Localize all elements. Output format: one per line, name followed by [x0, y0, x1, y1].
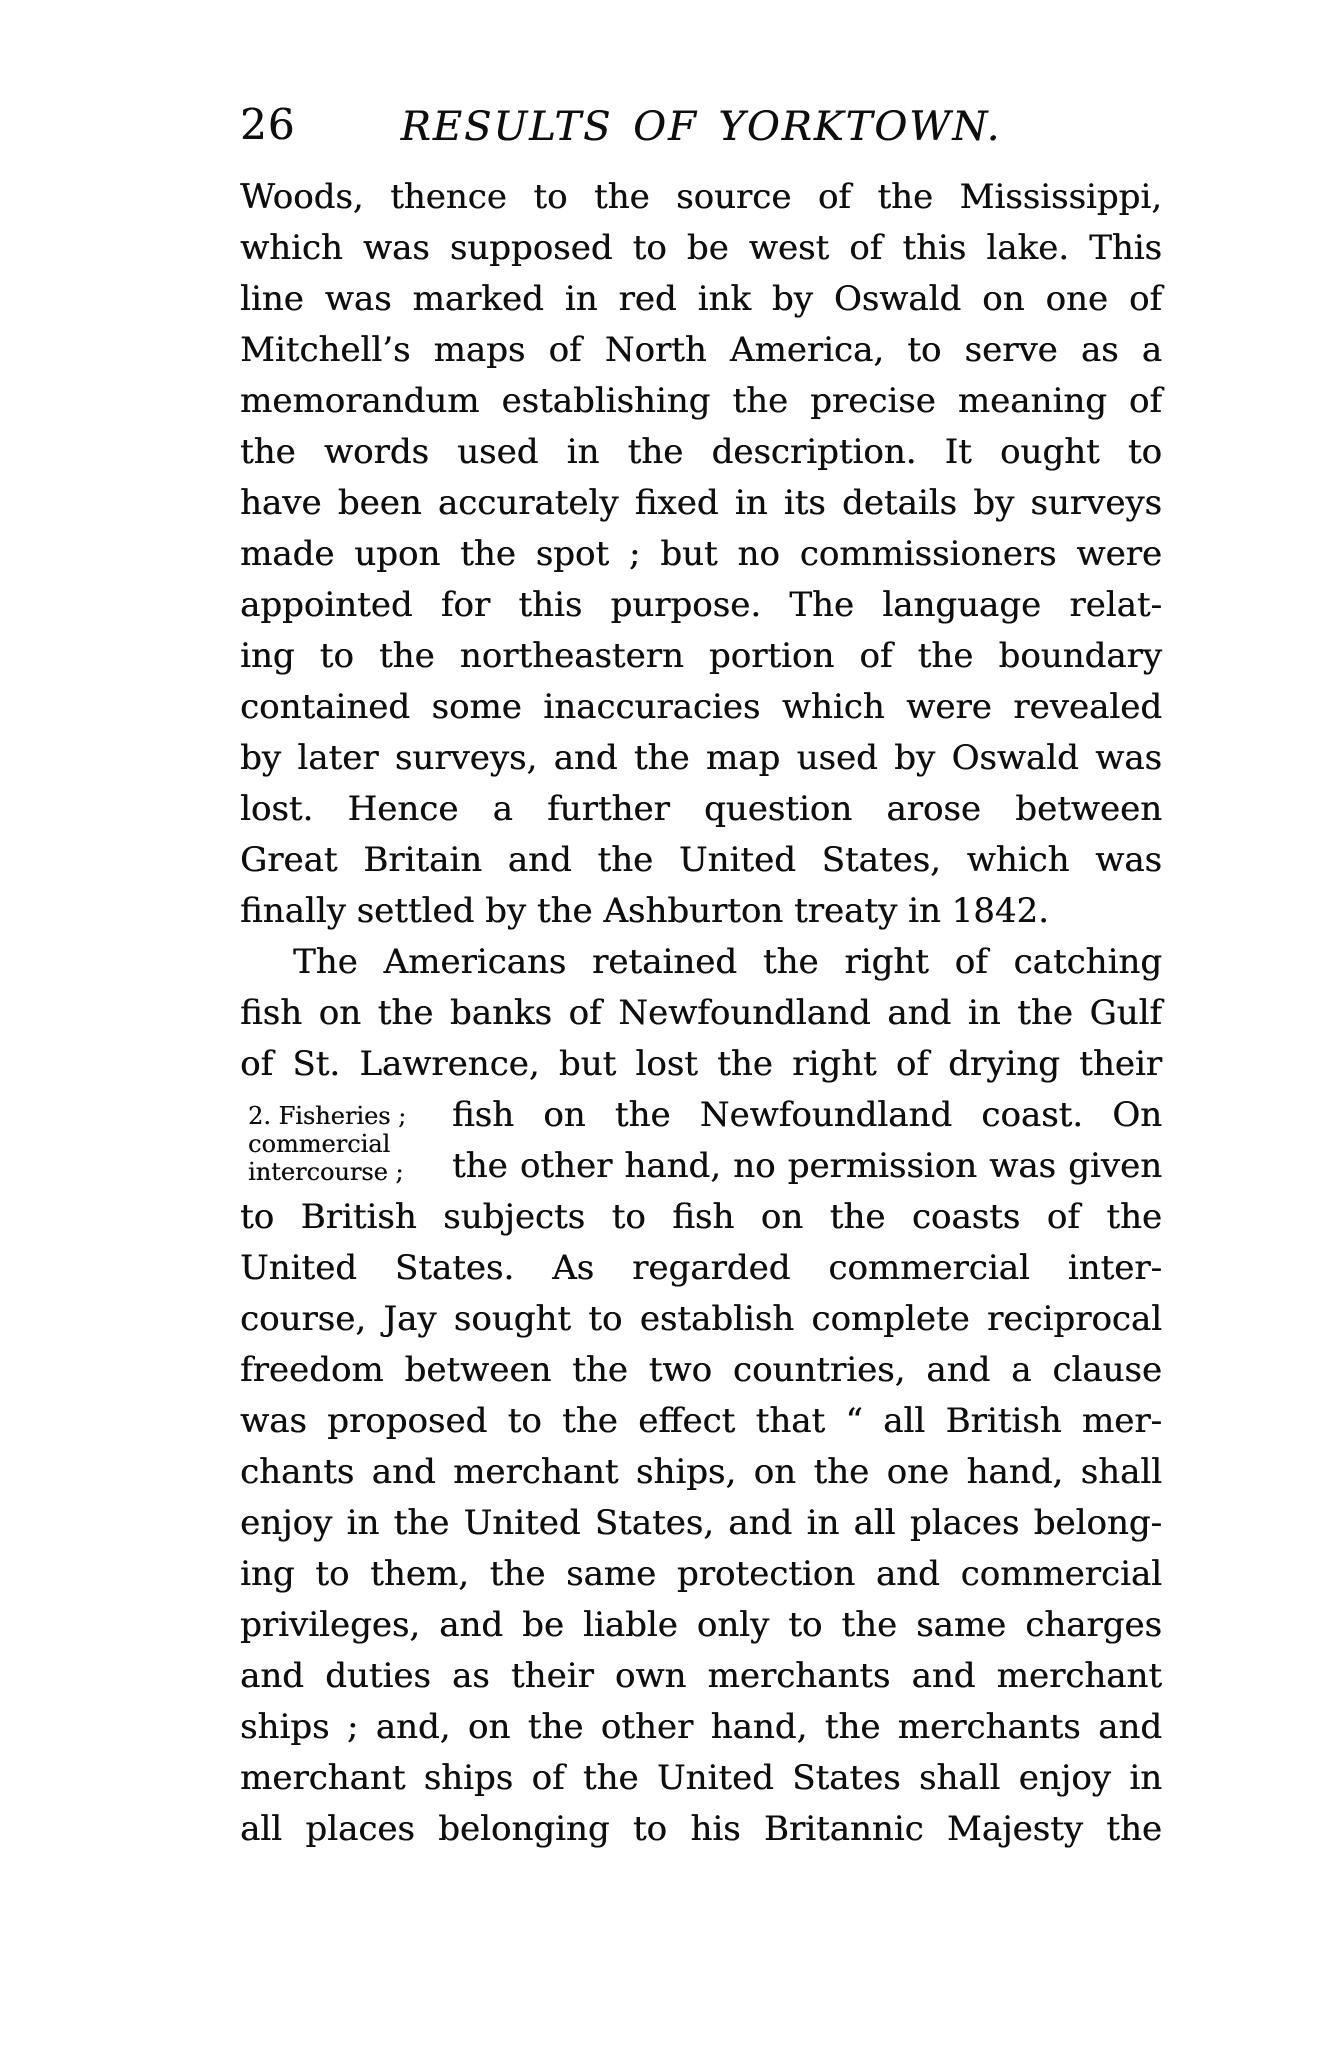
sidenote-line: commercial [248, 1130, 391, 1158]
text-line: all places belonging to his Britannic Majesty the [240, 1809, 1162, 1849]
text-line: by later surveys, and the map used by Oswald was [240, 738, 1162, 778]
text-line: which was supposed to be west of this lake. This [240, 228, 1162, 268]
text-line-paragraph-start: The Americans retained the right of catching [293, 942, 1162, 982]
page-number: 26 [240, 100, 296, 149]
text-line: Woods, thence to the source of the Mississippi, [240, 177, 1162, 217]
text-line: fish on the banks of Newfoundland and in the Gulf [240, 993, 1162, 1033]
marginal-sidenote [248, 1102, 452, 1186]
sidenote-line: intercourse ; [248, 1158, 404, 1186]
text-line-beside-sidenote: the other hand, no permission was given [452, 1146, 1162, 1186]
text-line: merchant ships of the United States shall enjoy in [240, 1758, 1162, 1798]
running-head [240, 100, 1162, 152]
body-text [240, 172, 1162, 1855]
text-line: freedom between the two countries, and a clause [240, 1350, 1162, 1390]
text-line: chants and merchant ships, on the one hand, shall [240, 1452, 1162, 1492]
text-line: Great Britain and the United States, which was [240, 840, 1162, 880]
text-line: privileges, and be liable only to the same charges [240, 1605, 1162, 1645]
text-line: to British subjects to fish on the coasts of the [240, 1197, 1162, 1237]
text-line: appointed for this purpose. The language relat- [240, 585, 1162, 625]
text-line: and duties as their own merchants and merchant [240, 1656, 1162, 1696]
text-line: made upon the spot ; but no commissioners were [240, 534, 1162, 574]
text-line: United States. As regarded commercial inter- [240, 1248, 1162, 1288]
text-line: of St. Lawrence, but lost the right of drying their [240, 1044, 1162, 1084]
text-line: ships ; and, on the other hand, the merchants and [240, 1707, 1162, 1747]
text-line: contained some inaccuracies which were revealed [240, 687, 1162, 727]
text-line: ing to the northeastern portion of the boundary [240, 636, 1162, 676]
text-line: course, Jay sought to establish complete reciprocal [240, 1299, 1162, 1339]
text-line: memorandum establishing the precise meaning of [240, 381, 1162, 421]
text-line: lost. Hence a further question arose between [240, 789, 1162, 829]
text-line: enjoy in the United States, and in all places belong- [240, 1503, 1162, 1543]
text-line: was proposed to the effect that “ all British mer- [240, 1401, 1162, 1441]
sidenote-line: 2. Fisheries ; [248, 1102, 407, 1130]
text-line-paragraph-end: finally settled by the Ashburton treaty in 1842. [240, 891, 1049, 931]
text-line: the words used in the description. It ought to [240, 432, 1162, 472]
text-line: Mitchell’s maps of North America, to serve as a [240, 330, 1162, 370]
text-line: ing to them, the same protection and commercial [240, 1554, 1162, 1594]
text-line: have been accurately fixed in its details by surveys [240, 483, 1162, 523]
text-line-beside-sidenote: fish on the Newfoundland coast. On [452, 1095, 1162, 1135]
text-line: line was marked in red ink by Oswald on one of [240, 279, 1162, 319]
running-title: RESULTS OF YORKTOWN. [400, 104, 1002, 150]
